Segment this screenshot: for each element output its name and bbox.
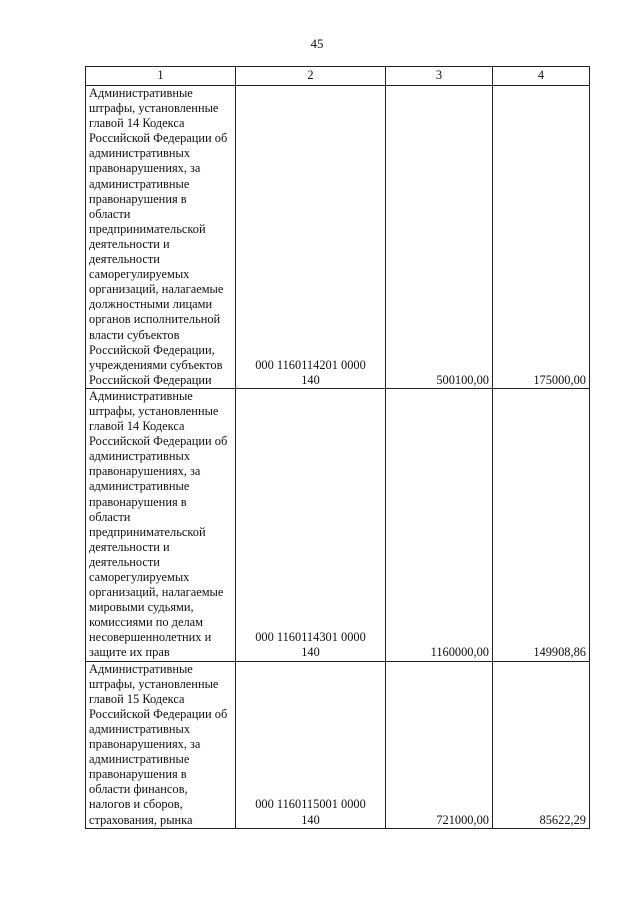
table-row [86, 86, 590, 389]
column-header-3: 3 [386, 67, 493, 86]
table-row [86, 661, 590, 828]
row-plan-value: 500100,00 [386, 86, 493, 389]
row-plan-value: 721000,00 [386, 661, 493, 828]
table-row [86, 388, 590, 661]
row-actual-value: 149908,86 [493, 388, 590, 661]
column-header-2: 2 [236, 67, 386, 86]
row-description: Административные штрафы, установленные главой 15 Кодекса Российской Федерации об административных правонарушениях, за административные правонарушения в области финансов, налогов и сборов, страхования, рынка [89, 661, 228, 827]
row-code-cell [236, 86, 386, 389]
column-header-4: 4 [493, 67, 590, 86]
row-description-cell [86, 388, 236, 661]
row-description-cell [86, 86, 236, 389]
row-actual-value: 85622,29 [493, 661, 590, 828]
revenue-table [85, 66, 590, 829]
table-header-row [86, 67, 590, 86]
row-description: Административные штрафы, установленные главой 14 Кодекса Российской Федерации об административных правонарушениях, за административные правонарушения в области предпринимательской деятельности и деятельности саморегулируемых организаций, налагаемые мировыми судьями, комиссиями по делам несовершеннолетних и защите их прав [89, 388, 228, 660]
row-description: Административные штрафы, установленные главой 14 Кодекса Российской Федерации об административных правонарушениях, за административные правонарушения в области предпринимательской деятельности и деятельности саморегулируемых организаций, налагаемые должностными лицами органов исполнительной власти субъектов Российской Федерации, учреждениями субъектов Российской Федерации [89, 86, 228, 387]
row-budget-code: 000 1160114201 0000 140 [255, 357, 366, 387]
row-code-cell [236, 388, 386, 661]
page-number: 45 [310, 36, 324, 51]
row-budget-code: 000 1160114301 0000 140 [255, 630, 366, 660]
row-actual-value: 175000,00 [493, 86, 590, 389]
row-description-cell [86, 661, 236, 828]
row-plan-value: 1160000,00 [386, 388, 493, 661]
row-code-cell [236, 661, 386, 828]
column-header-1: 1 [86, 67, 236, 86]
row-budget-code: 000 1160115001 0000 140 [255, 797, 366, 827]
